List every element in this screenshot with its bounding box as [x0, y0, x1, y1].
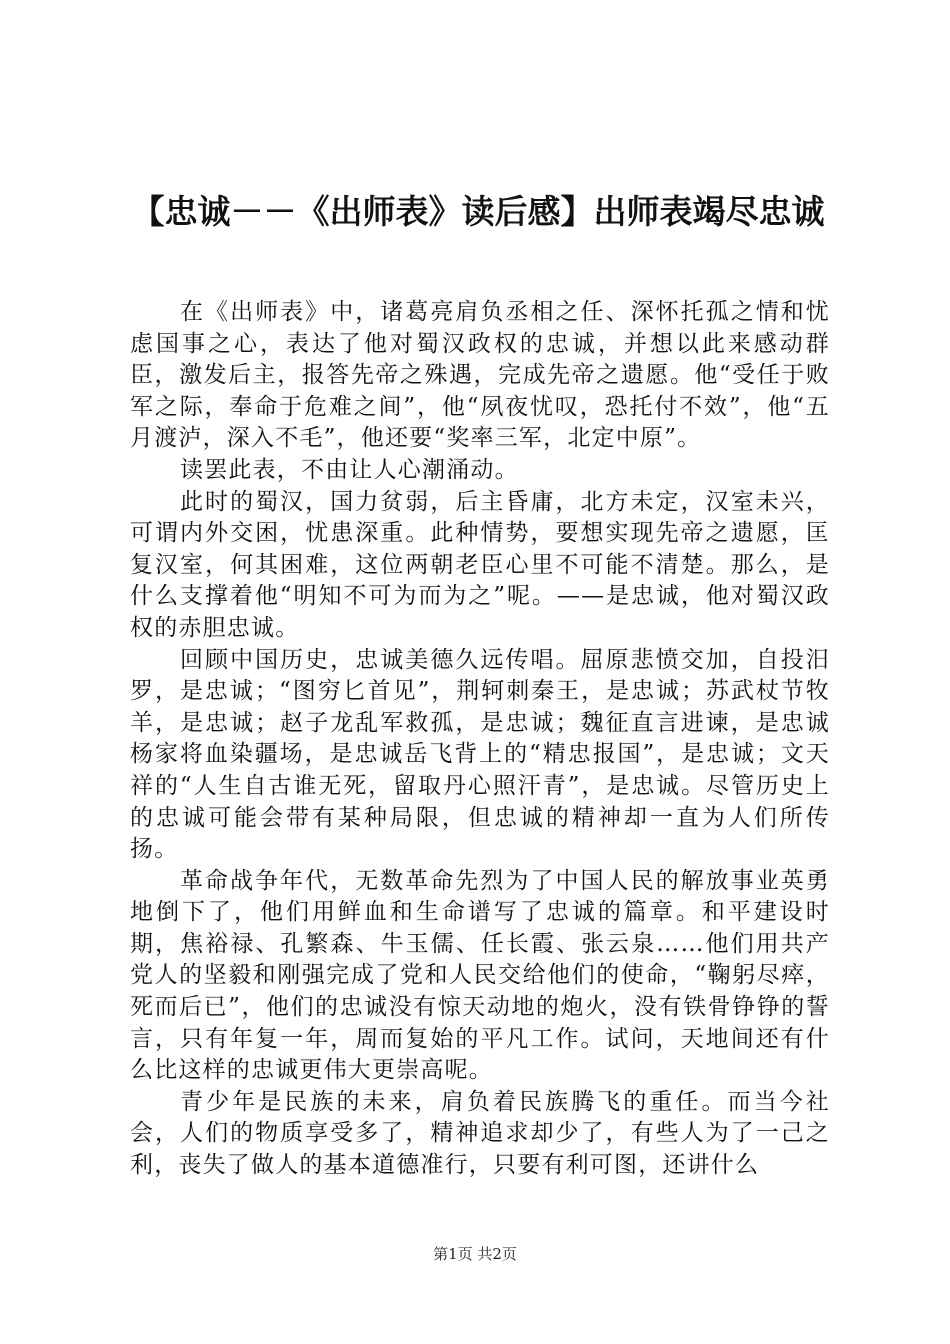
paragraph-intro: 在《出师表》中，诸葛亮肩负丞相之任、深怀托孤之情和忧虑国事之心，表达了他对蜀汉政权的忠诚，并想以此来感动群臣，激发后主，报答先帝之殊遇，完成先帝之遗愿。他“受任于败军之际，奉命于危难之间”，他“夙夜忧叹，恐托付不效”，他“五月渡泸，深入不毛”，他还要“奖率三军，北定中原”。 [130, 299, 830, 452]
paragraph-youth: 青少年是民族的未来，肩负着民族腾飞的重任。而当今社会，人们的物质享受多了，精神追求却少了，有些人为了一己之利，丧失了做人的基本道德准行，只要有利可图，还讲什么 [130, 1088, 830, 1179]
document-body [130, 297, 830, 1182]
paragraph-history: 回顾中国历史，忠诚美德久远传唱。屈原悲愤交加，自投汨罗，是忠诚；“图穷匕首见”，荆轲刺秦王，是忠诚；苏武杖节牧羊，是忠诚；赵子龙乱军救孤，是忠诚；魏征直言进谏，是忠诚杨家将血染疆场，是忠诚岳飞背上的“精忠报国”，是忠诚；文天祥的“人生自古谁无死，留取丹心照汗青”，是忠诚。尽管历史上的忠诚可能会带有某种局限，但忠诚的精神却一直为人们所传扬。 [130, 646, 830, 863]
paragraph-revolution: 革命战争年代，无数革命先烈为了中国人民的解放事业英勇地倒下了，他们用鲜血和生命谱写了忠诚的篇章。和平建设时期，焦裕禄、孔繁森、牛玉儒、任长霞、张云泉……他们用共产党人的坚毅和刚强完成了党和人民交给他们的使命，“鞠躬尽瘁，死而后已”，他们的忠诚没有惊天动地的炮火，没有铁骨铮铮的誓言，只有年复一年，周而复始的平凡工作。试问，天地间还有什么比这样的忠诚更伟大更崇高呢。 [130, 867, 830, 1084]
paragraph-shu-han: 此时的蜀汉，国力贫弱，后主昏庸，北方未定，汉室未兴，可谓内外交困，忧患深重。此种情势，要想实现先帝之遗愿，匡复汉室，何其困难，这位两朝老臣心里不可能不清楚。那么，是什么支撑着他“明知不可为而为之”呢。——是忠诚，他对蜀汉政权的赤胆忠诚。 [130, 488, 830, 641]
page-footer: 第1页 共2页 [433, 1245, 517, 1263]
document-title: 【忠诚－－《出师表》读后感】出师表竭尽忠诚 [131, 192, 825, 231]
paragraph-reflection: 读罢此表，不由让人心潮涌动。 [180, 456, 519, 483]
